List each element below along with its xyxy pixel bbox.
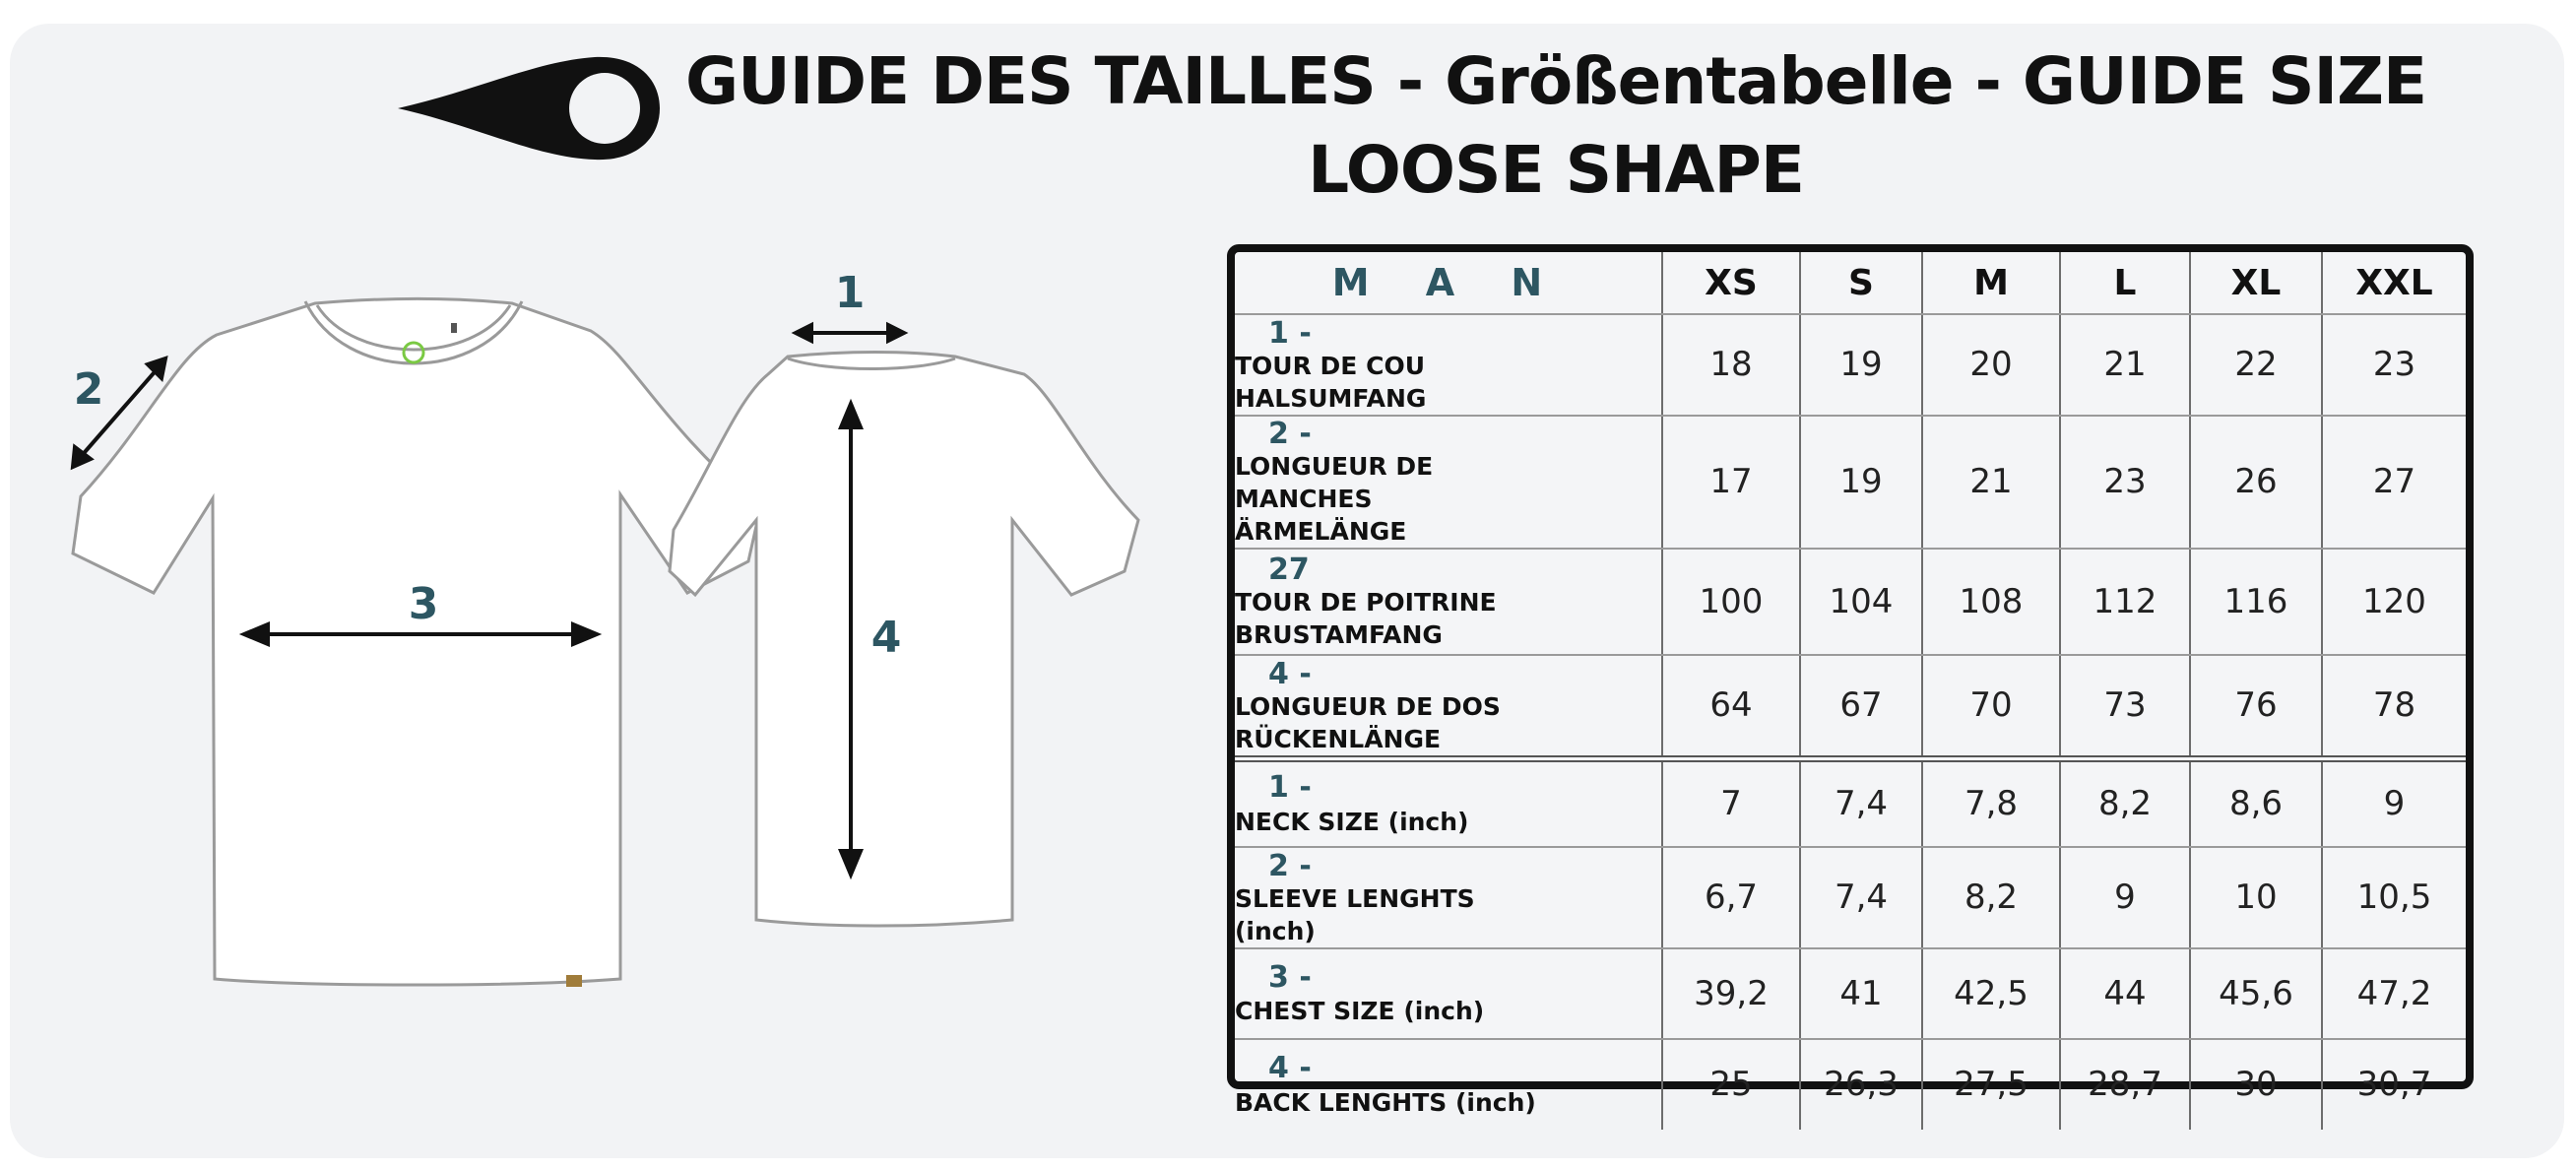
cell-value: 27,5 — [1922, 1039, 2060, 1130]
cell-value: 28,7 — [2060, 1039, 2190, 1130]
cell-value: 27 — [2322, 416, 2466, 550]
title-line-2: LOOSE SHAPE — [1308, 132, 1804, 208]
row-number: 1 - — [1268, 770, 1312, 806]
row-label: CHEST SIZE (inch) — [1235, 997, 1485, 1025]
row-number: 2 - — [1268, 848, 1312, 883]
cell-value: 104 — [1800, 549, 1922, 655]
header-man: M A N — [1235, 252, 1662, 314]
tshirt-drawing — [59, 266, 1162, 1005]
row-label-cell — [1235, 847, 1662, 948]
cell-value: 9 — [2060, 847, 2190, 948]
size-table — [1235, 252, 2466, 1130]
header-size-xl: XL — [2190, 252, 2322, 314]
cell-value: 45,6 — [2190, 948, 2322, 1039]
cell-value: 17 — [1662, 416, 1800, 550]
cell-value: 7,8 — [1922, 758, 2060, 847]
header-size-l: L — [2060, 252, 2190, 314]
cell-value: 26,3 — [1800, 1039, 1922, 1130]
table-row — [1235, 847, 2466, 948]
cell-value: 18 — [1662, 314, 1800, 416]
row-number: 27 — [1268, 552, 1310, 588]
cell-value: 41 — [1800, 948, 1922, 1039]
cell-value: 10 — [2190, 847, 2322, 948]
cell-value: 42,5 — [1922, 948, 2060, 1039]
cell-value: 19 — [1800, 416, 1922, 550]
row-number: 4 - — [1268, 656, 1312, 691]
header-size-xxl: XXL — [2322, 252, 2466, 314]
cell-value: 23 — [2060, 416, 2190, 550]
row-label-cell — [1235, 549, 1662, 655]
row-label: SLEEVE LENGHTS (inch) — [1235, 883, 1475, 945]
cell-value: 70 — [1922, 655, 2060, 758]
row-label: LONGUEUR DE DOS RÜCKENLÄNGE — [1235, 691, 1501, 753]
table-row — [1235, 1039, 2466, 1130]
cell-value: 25 — [1662, 1039, 1800, 1130]
cell-value: 108 — [1922, 549, 2060, 655]
title-line-1: GUIDE DES TAILLES - Größentabelle - GUIDE SIZE — [684, 43, 2427, 119]
cell-value: 100 — [1662, 549, 1800, 655]
cell-value: 30 — [2190, 1039, 2322, 1130]
cell-value: 116 — [2190, 549, 2322, 655]
cell-value: 64 — [1662, 655, 1800, 758]
cell-value: 30,7 — [2356, 1065, 2432, 1104]
cell-value: 73 — [2060, 655, 2190, 758]
cell-value: 112 — [2060, 549, 2190, 655]
row-label-cell — [1235, 758, 1662, 847]
row-label-cell — [1235, 948, 1662, 1039]
cell-value: 6,7 — [1662, 847, 1800, 948]
row-number: 1 - — [1268, 315, 1312, 351]
table-row — [1235, 655, 2466, 758]
cell-value: 8,2 — [2060, 758, 2190, 847]
page-title — [670, 37, 2442, 215]
row-label: TOUR DE POITRINE BRUSTAMFANG — [1235, 588, 1497, 650]
row-number: 2 - — [1268, 417, 1312, 451]
table-row — [1235, 549, 2466, 655]
label-3: 3 — [408, 579, 439, 629]
cell-value: 7,4 — [1800, 758, 1922, 847]
row-label: BACK LENGHTS (inch) — [1235, 1087, 1536, 1117]
table-row — [1235, 758, 2466, 847]
cell-value: 7,4 — [1800, 847, 1922, 948]
cell-value: 26 — [2190, 416, 2322, 550]
cell-value: 8,2 — [1922, 847, 2060, 948]
size-table-container — [1227, 244, 2474, 1117]
label-4: 4 — [870, 613, 902, 663]
cell-value: 120 — [2322, 549, 2466, 655]
table-row — [1235, 314, 2466, 416]
cell-value: 21 — [2060, 314, 2190, 416]
cell-value: 8,6 — [2190, 758, 2322, 847]
cell-value: 76 — [2190, 655, 2322, 758]
cell-value: 10,5 — [2322, 847, 2466, 948]
cell-value: 67 — [1800, 655, 1922, 758]
row-label: LONGUEUR DE MANCHES ÄRMELÄNGE — [1235, 452, 1434, 546]
table-row — [1235, 416, 2466, 550]
cell-value: 23 — [2322, 314, 2466, 416]
tshirt-back — [670, 353, 1138, 927]
row-label-cell — [1235, 1039, 1662, 1130]
cell-value: 22 — [2190, 314, 2322, 416]
cell-value: 39,2 — [1662, 948, 1800, 1039]
logo-drop-icon — [398, 51, 664, 169]
header-size-xs: XS — [1662, 252, 1800, 314]
cell-value: 44 — [2060, 948, 2190, 1039]
cell-value: 20 — [1922, 314, 2060, 416]
cell-value: 47,2 — [2322, 948, 2466, 1039]
table-row — [1235, 948, 2466, 1039]
row-label-cell — [1235, 314, 1662, 416]
cell-value: 9 — [2322, 758, 2466, 847]
cell-value: 21 — [1922, 416, 2060, 550]
tshirt-front — [73, 299, 760, 986]
row-number: 4 - — [1268, 1051, 1312, 1085]
row-label: NECK SIZE (inch) — [1235, 807, 1469, 836]
cell-value: 19 — [1800, 314, 1922, 416]
row-label: TOUR DE COU HALSUMFANG — [1235, 351, 1427, 413]
row-label-cell — [1235, 416, 1662, 550]
row-number: 3 - — [1268, 959, 1312, 995]
cell-value: 78 — [2322, 655, 2466, 758]
label-1: 1 — [834, 268, 866, 318]
header-size-s: S — [1800, 252, 1922, 314]
cell-value: 7 — [1662, 758, 1800, 847]
header-size-m: M — [1922, 252, 2060, 314]
label-2: 2 — [73, 364, 104, 415]
row-label-cell — [1235, 655, 1662, 758]
table-header-row — [1235, 252, 2466, 314]
